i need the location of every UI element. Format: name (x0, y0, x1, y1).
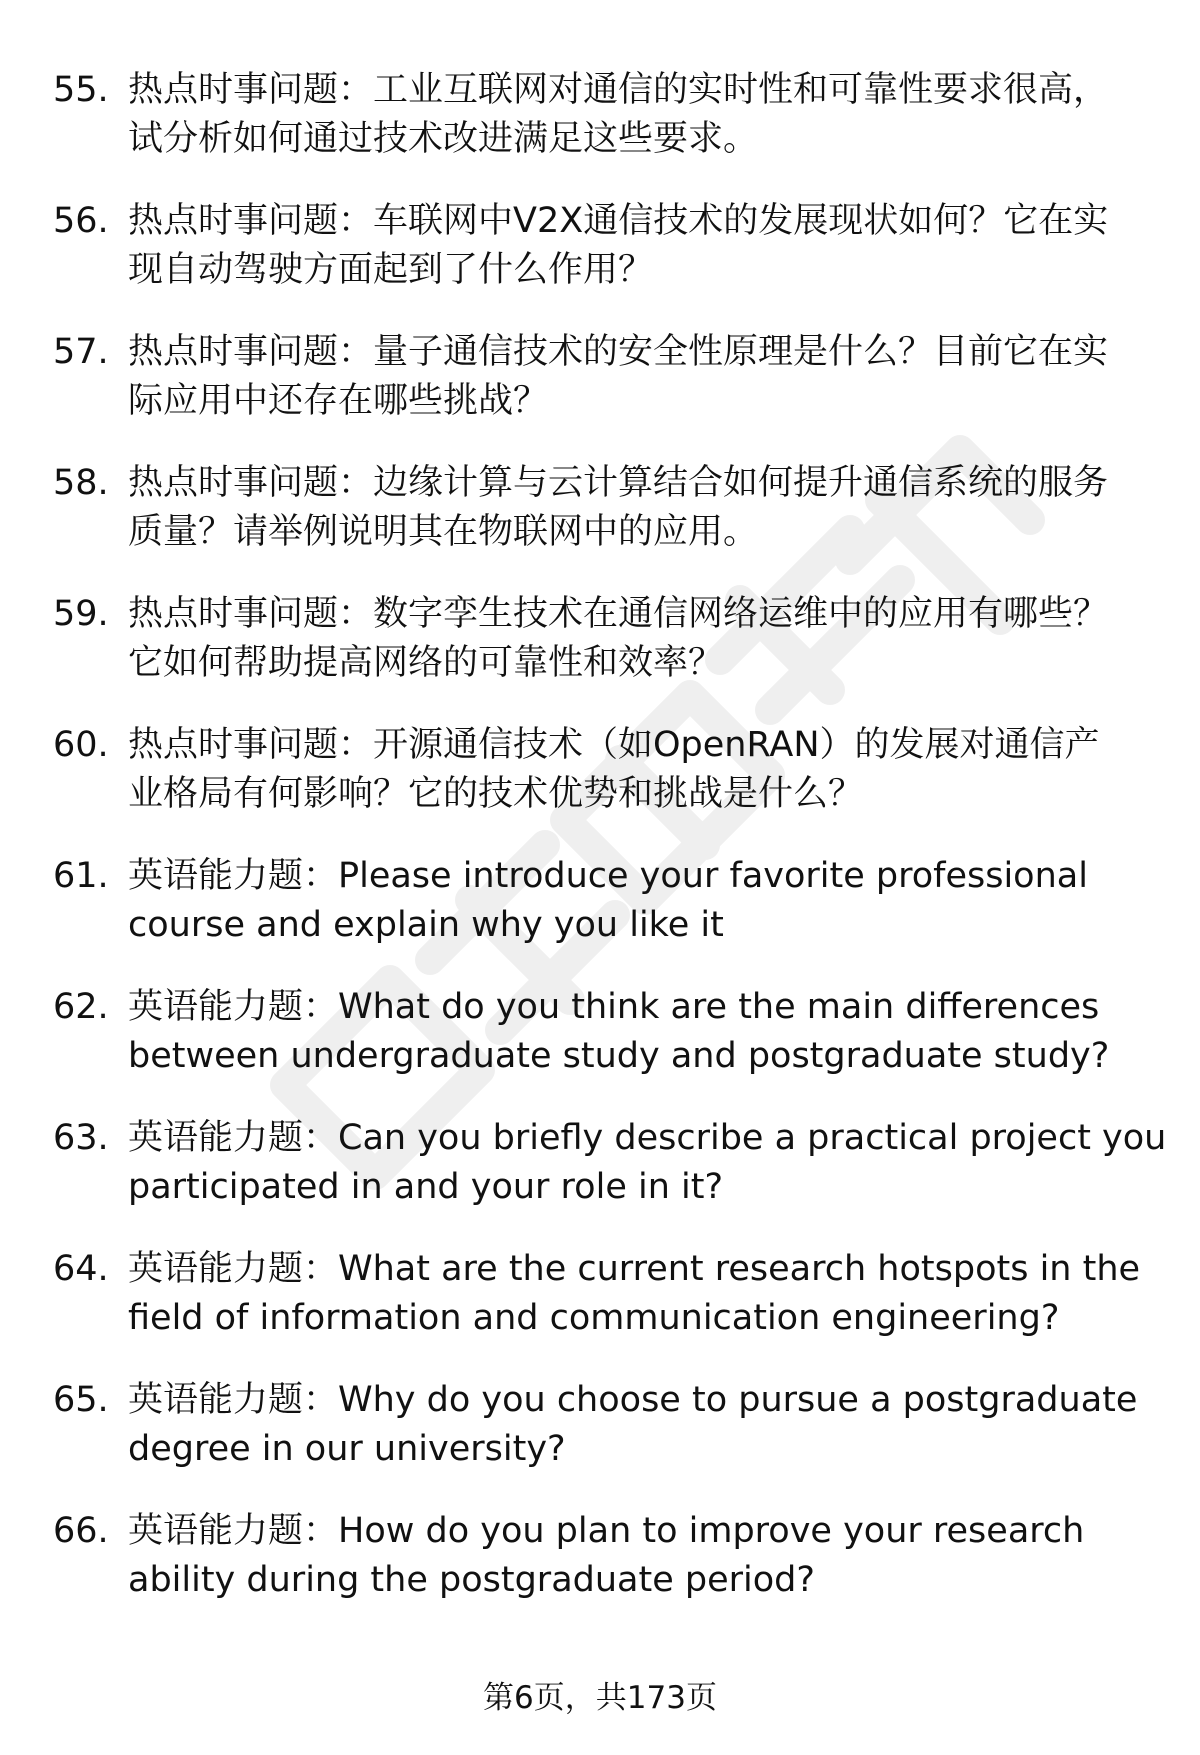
question-number: 59. (53, 594, 109, 634)
question-item-57 (53, 328, 1163, 448)
question-item-61 (53, 852, 1163, 972)
question-number: 64. (53, 1249, 109, 1289)
question-text-line: 业格局有何影响？它的技术优势和挑战是什么？ (128, 774, 864, 814)
question-text-line: 英语能力题：Can you briefly describe a practical project you (128, 1118, 1167, 1158)
question-number: 65. (53, 1380, 109, 1420)
question-number: 58. (53, 463, 109, 503)
question-text-line: 英语能力题：Why do you choose to pursue a postgraduate (128, 1380, 1138, 1420)
question-text-line: 英语能力题：What are the current research hotspots in the (128, 1249, 1141, 1289)
question-number: 66. (53, 1511, 109, 1551)
question-text-line: 际应用中还存在哪些挑战？ (128, 381, 549, 421)
question-text-line: 热点时事问题：开源通信技术（如OpenRAN）的发展对通信产 (128, 725, 1100, 765)
question-text-line: 热点时事问题：边缘计算与云计算结合如何提升通信系统的服务 (128, 463, 1109, 503)
question-text-line: participated in and your role in it? (128, 1167, 724, 1207)
question-text-line: 试分析如何通过技术改进满足这些要求。 (128, 119, 759, 159)
question-item-60 (53, 721, 1163, 841)
question-text-line: degree in our university? (128, 1429, 566, 1469)
question-number: 55. (53, 70, 109, 110)
question-text-line: 英语能力题：Please introduce your favorite professional (128, 856, 1088, 896)
question-item-56 (53, 197, 1163, 317)
question-number: 60. (53, 725, 109, 765)
question-item-65 (53, 1376, 1163, 1496)
question-number: 63. (53, 1118, 109, 1158)
question-item-64 (53, 1245, 1163, 1365)
question-item-55 (53, 66, 1163, 186)
question-text-line: ability during the postgraduate period? (128, 1560, 815, 1600)
page-number-footer: 第6页，共173页 (483, 1680, 717, 1716)
question-text-line: between undergraduate study and postgraduate study? (128, 1036, 1110, 1076)
question-text-line: 英语能力题：What do you think are the main differences (128, 987, 1100, 1027)
question-text-line: 热点时事问题：车联网中V2X通信技术的发展现状如何？它在实 (128, 201, 1109, 241)
question-text-line: 热点时事问题：量子通信技术的安全性原理是什么？目前它在实 (128, 332, 1109, 372)
question-item-58 (53, 459, 1163, 579)
question-text-line: 它如何帮助提高网络的可靠性和效率？ (128, 643, 724, 683)
question-text-line: field of information and communication engineering? (128, 1298, 1060, 1338)
question-number: 61. (53, 856, 109, 896)
question-text-line: 英语能力题：How do you plan to improve your research (128, 1511, 1085, 1551)
question-number: 56. (53, 201, 109, 241)
question-number: 62. (53, 987, 109, 1027)
question-item-59 (53, 590, 1163, 710)
question-text-line: 质量？请举例说明其在物联网中的应用。 (128, 512, 759, 552)
question-text-line: 现自动驾驶方面起到了什么作用？ (128, 250, 654, 290)
question-number: 57. (53, 332, 109, 372)
question-item-63 (53, 1114, 1167, 1234)
question-item-62 (53, 983, 1163, 1103)
question-text-line: 热点时事问题：数字孪生技术在通信网络运维中的应用有哪些？ (128, 594, 1109, 634)
question-text-line: 热点时事问题：工业互联网对通信的实时性和可靠性要求很高， (128, 70, 1109, 110)
question-item-66 (53, 1507, 1163, 1627)
question-text-line: course and explain why you like it (128, 905, 724, 945)
